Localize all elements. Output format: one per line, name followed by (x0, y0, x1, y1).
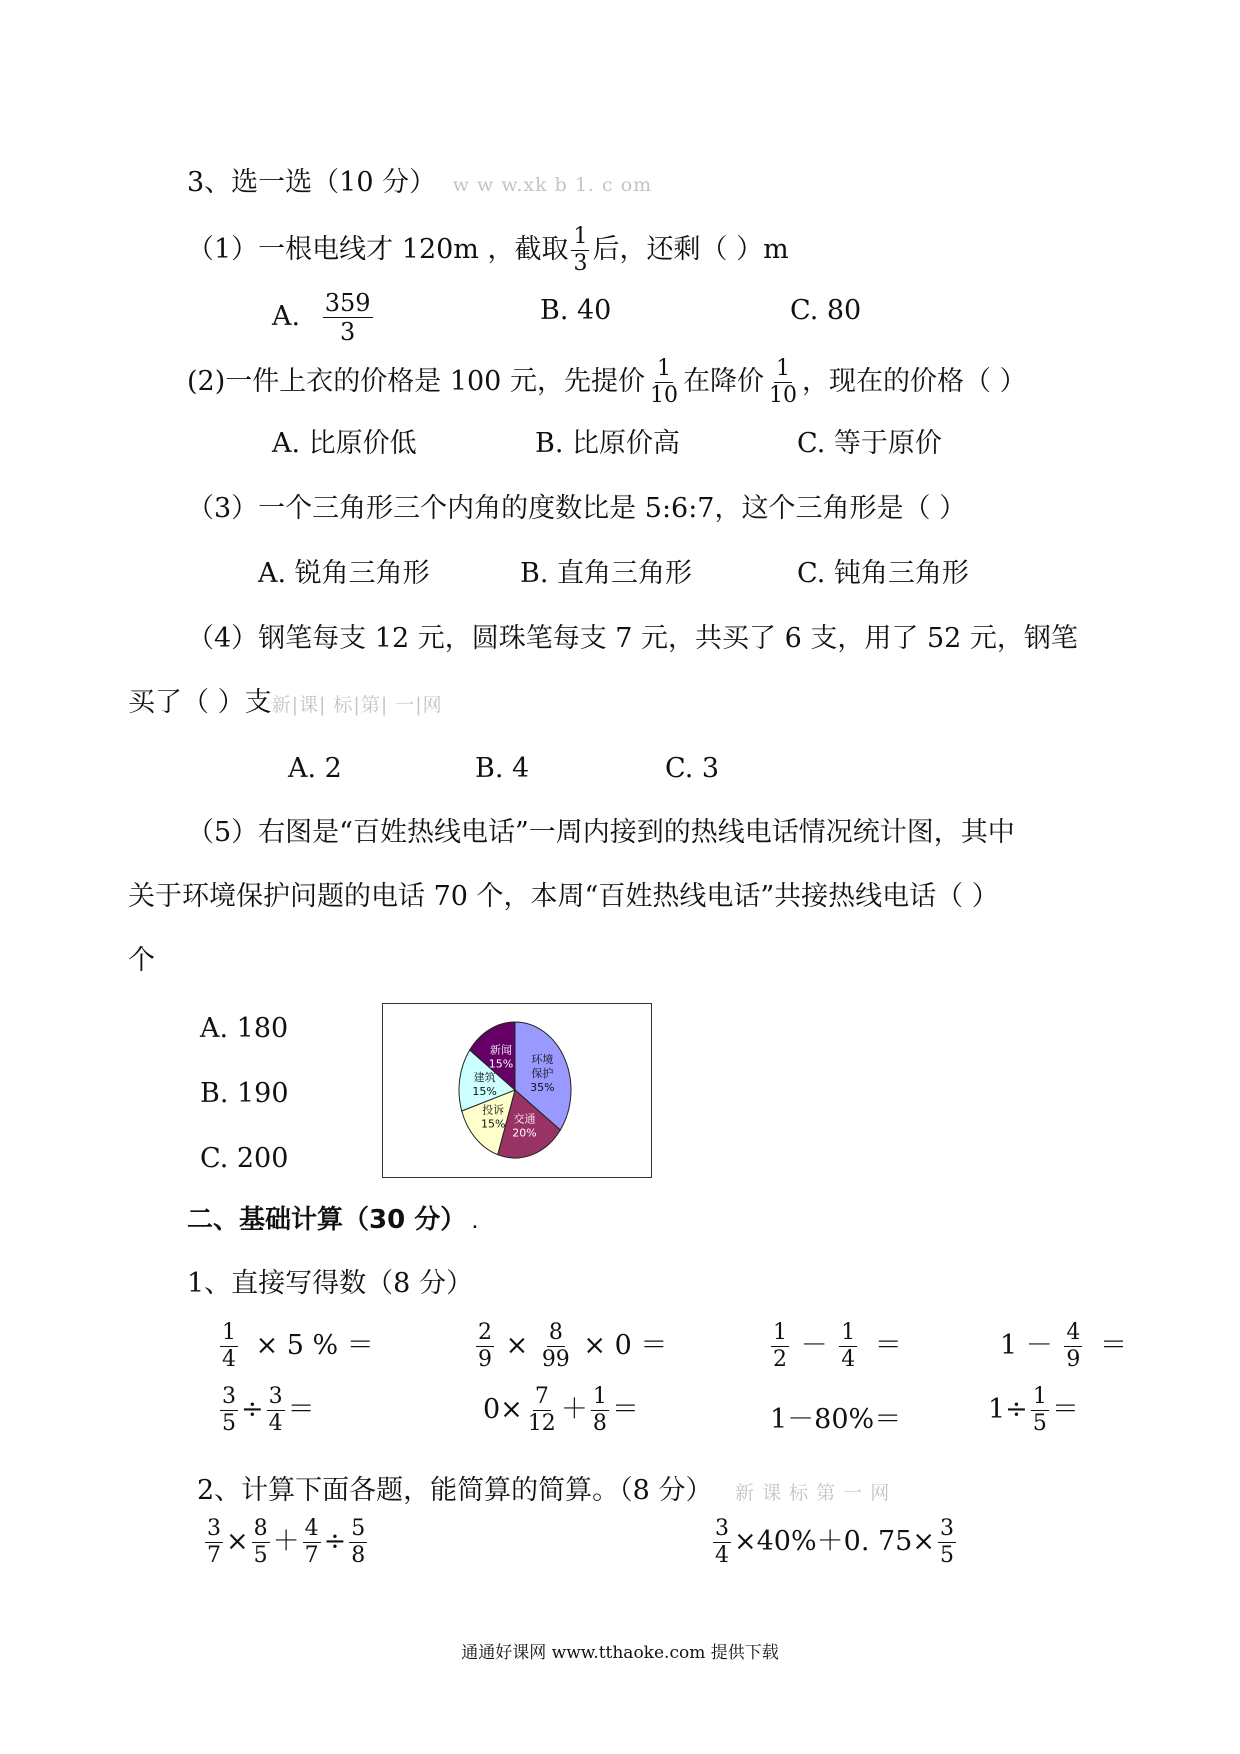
fraction (839, 1322, 857, 1371)
calc-r1c3 (768, 1322, 902, 1371)
q2-pre: (2)一件上衣的价格是 100 元，先提价 (187, 366, 645, 397)
calc-rest: × 0 ＝ (583, 1330, 668, 1361)
q1-options (272, 291, 376, 344)
calc-r2c3: 1－80%＝ (770, 1404, 902, 1435)
q5-line-2: 关于环境保护问题的电话 70 个，本周“百姓热线电话”共接热线电话（ ） (128, 881, 999, 912)
section-2-heading: 二、基础计算（30 分） (187, 1205, 467, 1235)
fraction (591, 1386, 609, 1435)
q2-post: ，现在的价格（ ） (801, 366, 1027, 397)
q4-line-1: （4）钢笔每支 12 元，圆珠笔每支 7 元，共买了 6 支，用了 52 元，钢笔 (187, 623, 1078, 654)
frac-num: 2 (478, 1320, 492, 1345)
q3-opt-c: C. 钝角三角形 (797, 558, 969, 589)
calc-r1c4 (1000, 1322, 1127, 1371)
q2-opt-a: A. 比原价低 (272, 428, 417, 459)
frac-den: 4 (841, 1347, 856, 1372)
pie-label-0-1: 保护 (531, 1067, 554, 1080)
q3-opt-a: A. 锐角三角形 (258, 558, 430, 589)
fraction (540, 1322, 572, 1371)
frac-num: 359 (324, 289, 371, 317)
frac-num: 3 (268, 1384, 283, 1409)
frac-num: 1 (573, 224, 588, 249)
calc-r2c2 (483, 1386, 639, 1435)
fraction (267, 1386, 285, 1435)
calc-expr-1 (202, 1518, 370, 1567)
pie-label-1-0: 交通 (513, 1112, 536, 1126)
frac-num: 1 (775, 356, 790, 381)
frac-num: 3 (715, 1516, 729, 1541)
calc-r1c2 (473, 1322, 667, 1371)
frac-den: 99 (541, 1347, 570, 1372)
frac-num: 8 (548, 1320, 563, 1345)
q5-line-3: 个 (128, 945, 155, 976)
pie-label-4-0: 新闻 (490, 1043, 512, 1057)
q1-opt-b: B. 40 (540, 295, 612, 326)
frac-den: 5 (222, 1411, 236, 1436)
frac-den: 4 (268, 1411, 283, 1436)
calc-op: ＋ (272, 1526, 300, 1557)
frac-num: 5 (351, 1516, 366, 1541)
watermark-1: w w w.xk b 1. c om (452, 174, 653, 196)
fraction (303, 1518, 321, 1567)
pie-label-3-1: 15% (472, 1085, 497, 1099)
frac-den: 10 (649, 383, 678, 408)
q2-fraction-1 (648, 358, 680, 407)
frac-den: 5 (939, 1543, 954, 1568)
frac-num: 3 (222, 1384, 236, 1409)
fraction (713, 1518, 731, 1567)
fraction (476, 1322, 494, 1371)
q3-heading-line (187, 166, 652, 202)
calc-op: ÷ (241, 1394, 264, 1425)
pie-label-3-0: 建筑 (473, 1071, 496, 1085)
frac-num: 1 (592, 1384, 607, 1409)
calc-op: × (505, 1330, 529, 1361)
watermark-3: 新 课 标 第 一 网 (735, 1482, 891, 1504)
watermark-2: 新|课| 标|第| 一|网 (271, 694, 443, 716)
q2-opt-b: B. 比原价高 (535, 428, 681, 459)
fraction (205, 1518, 223, 1567)
calc-rest: ＝ (611, 1394, 639, 1425)
calc-r2c4 (988, 1386, 1079, 1435)
calc-rest: ＝ (874, 1330, 902, 1361)
section-2-dot: . (472, 1216, 478, 1232)
frac-den: 7 (207, 1543, 221, 1568)
fraction (771, 1322, 789, 1371)
q4-opt-a: A. 2 (288, 753, 342, 784)
calc-op: ÷ (323, 1526, 347, 1557)
q5-line-1: （5）右图是“百姓热线电话”一周内接到的热线电话情况统计图，其中 (187, 817, 1015, 848)
fraction (252, 1518, 270, 1567)
sub2-heading: 2、计算下面各题，能简算的简算。（8 分） (197, 1475, 713, 1506)
fraction (1031, 1386, 1049, 1435)
q1-opt-a-label: A. (272, 301, 301, 332)
frac-den: 9 (478, 1347, 492, 1372)
q3-text: （3）一个三角形三个内角的度数比是 5:6:7，这个三角形是（ ） (187, 493, 967, 524)
q2-line (187, 358, 1027, 407)
frac-num: 3 (939, 1516, 954, 1541)
pie-label-0-2: 35% (530, 1081, 555, 1094)
calc-r1c1 (217, 1322, 374, 1371)
frac-num: 1 (773, 1320, 787, 1345)
frac-den: 4 (222, 1347, 236, 1372)
pie-label-1-1: 20% (512, 1126, 537, 1140)
frac-den: 9 (1066, 1347, 1081, 1372)
frac-den: 3 (573, 251, 588, 276)
q2-fraction-2 (767, 358, 799, 407)
calc-r2c1 (217, 1386, 315, 1435)
q4-line-2-text: 买了（ ）支 (128, 687, 272, 718)
calc-expr-2 (710, 1518, 959, 1567)
q5-opt-c: C. 200 (200, 1143, 289, 1174)
frac-den: 8 (592, 1411, 607, 1436)
q1-fraction (571, 226, 589, 275)
q4-line-2 (128, 686, 443, 722)
fraction (1064, 1322, 1082, 1371)
calc-op: － (800, 1330, 828, 1361)
frac-den: 4 (715, 1543, 729, 1568)
pie-label-4-1: 15% (488, 1057, 514, 1071)
pie-label-2-0: 投诉 (482, 1103, 505, 1117)
calc-rest: ＝ (287, 1394, 315, 1425)
pie-label-2-1: 15% (480, 1117, 506, 1131)
frac-num: 1 (222, 1320, 236, 1345)
q5-opt-b: B. 190 (200, 1078, 289, 1109)
calc-rest: × 5 % ＝ (255, 1330, 374, 1361)
frac-num: 3 (207, 1516, 221, 1541)
q4-opt-c: C. 3 (665, 753, 720, 784)
frac-den: 12 (527, 1411, 556, 1436)
fraction (349, 1518, 367, 1567)
fraction (938, 1518, 956, 1567)
calc-pre: 1÷ (988, 1394, 1028, 1425)
q1-opt-a-fraction (323, 291, 373, 344)
pie-chart (383, 1004, 651, 1176)
frac-den: 8 (351, 1543, 366, 1568)
frac-num: 7 (534, 1384, 549, 1409)
q5-opt-a: A. 180 (200, 1013, 289, 1044)
q3-heading: 3、选一选（10 分） (187, 167, 437, 198)
sub2-heading-line (197, 1474, 890, 1510)
q4-opt-b: B. 4 (475, 753, 530, 784)
pie-chart-frame (382, 1003, 652, 1178)
frac-den: 5 (1032, 1411, 1047, 1436)
q1-line (187, 226, 789, 275)
calc-mid: ×40%＋0. 75× (734, 1526, 935, 1557)
pie-label-0-0: 环境 (531, 1053, 554, 1066)
calc-pre: 1 － (1000, 1330, 1053, 1361)
frac-den: 7 (304, 1543, 319, 1568)
calc-op: ＋ (560, 1394, 588, 1425)
section-2-heading-line (187, 1203, 478, 1241)
q2-mid: 在降价 (682, 366, 764, 397)
q3-opt-b: B. 直角三角形 (520, 558, 693, 589)
calc-rest: ＝ (1051, 1394, 1079, 1425)
fraction (220, 1386, 238, 1435)
q1-pre: （1）一根电线才 120m ，截取 (187, 234, 569, 265)
q1-post: 后，还剩（ ）m (592, 234, 789, 265)
fraction (220, 1322, 238, 1371)
sub1-heading: 1、直接写得数（8 分） (187, 1268, 473, 1299)
frac-num: 1 (656, 356, 671, 381)
calc-op: × (226, 1526, 249, 1557)
frac-num: 4 (1066, 1320, 1081, 1345)
fraction (526, 1386, 558, 1435)
frac-den: 5 (253, 1543, 268, 1568)
calc-pre: 0× (483, 1394, 523, 1425)
frac-den: 10 (768, 383, 797, 408)
frac-num: 8 (253, 1516, 268, 1541)
frac-den: 3 (339, 318, 356, 346)
frac-den: 2 (773, 1347, 787, 1372)
frac-num: 4 (304, 1516, 319, 1541)
q1-opt-c: C. 80 (790, 295, 862, 326)
q2-opt-c: C. 等于原价 (797, 428, 942, 459)
frac-num: 1 (841, 1320, 856, 1345)
calc-rest: ＝ (1099, 1330, 1127, 1361)
footer: 通通好课网 www.tthaoke.com 提供下载 (461, 1643, 779, 1663)
frac-num: 1 (1032, 1384, 1047, 1409)
